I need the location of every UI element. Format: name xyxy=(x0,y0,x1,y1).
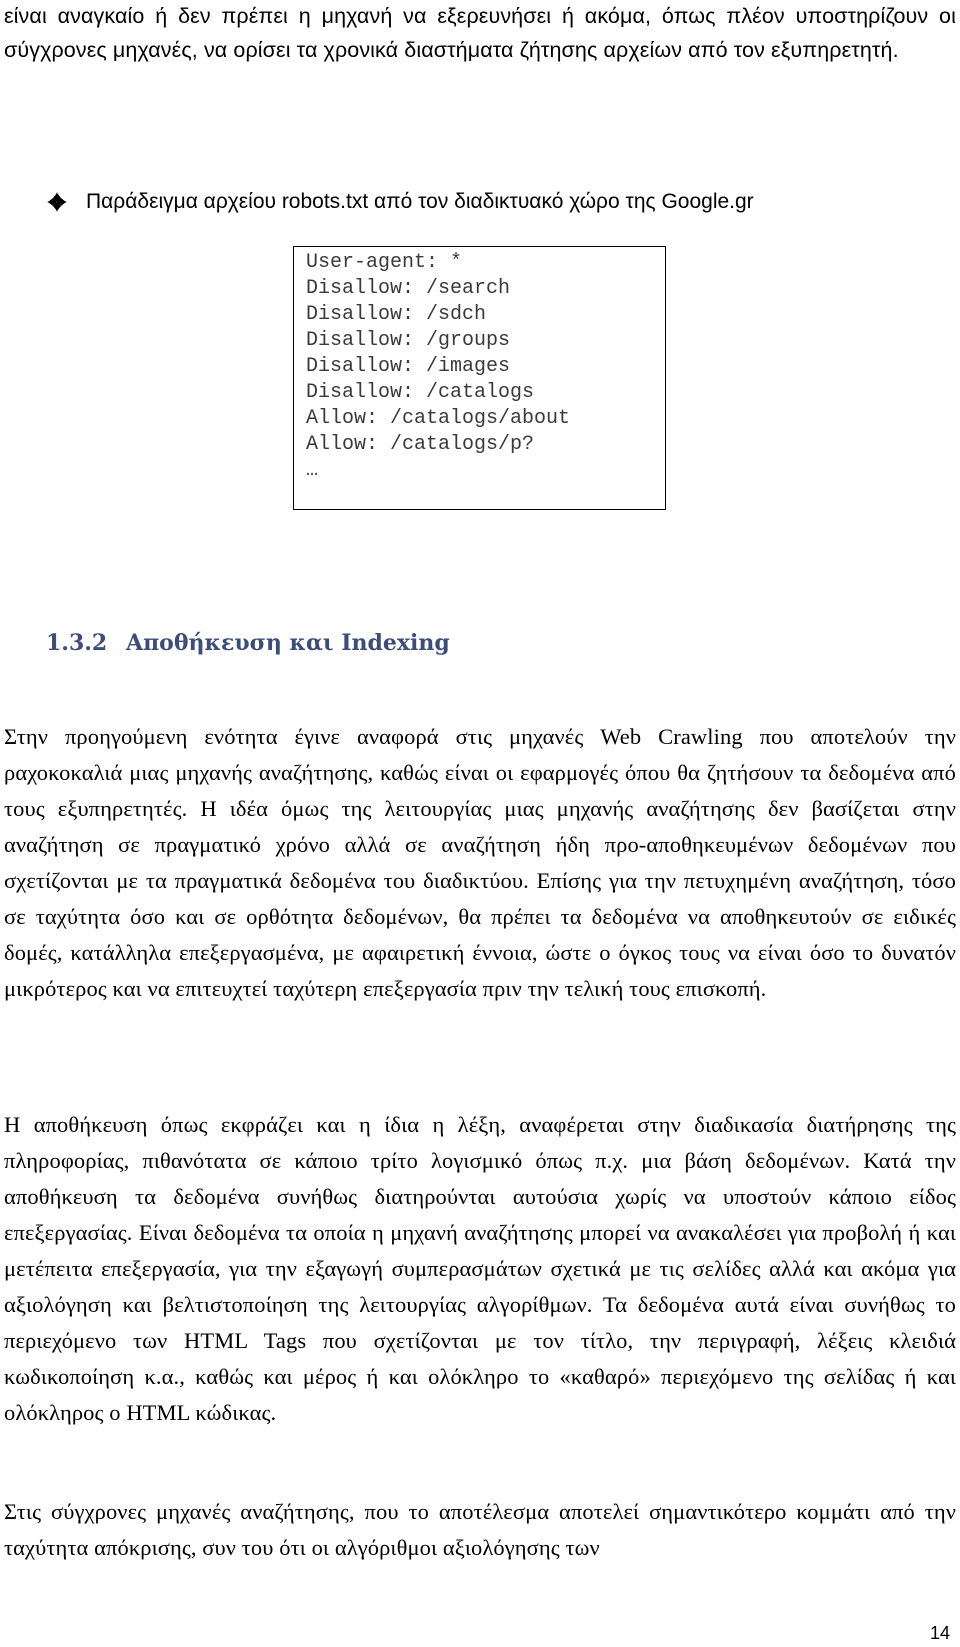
body-paragraph-2: Η αποθήκευση όπως εκφράζει και η ίδια η λέξη, αναφέρεται στην διαδικασία διατήρησης της πληροφορίας, πιθανότατα σε κάποιο τρίτο λογισμικό όπως π.χ. μια βάση δεδομένων. Κατά την αποθήκευση τα δεδομένα συνήθως διατηρούνται αυτούσια χωρίς να υποστούν κάποιο είδος επεξεργασίας. Είναι δεδομένα τα οποία η μηχανή αναζήτησης μπορεί να ανακαλέσει για προβολή ή και μετέπειτα επεξεργασία, για την εξαγωγή συμπερασμάτων σχετικά με τις σελίδες αλλά και ακόμα για αξιολόγηση και βελτιστοποίηση της λειτουργίας αλγορίθμων. Τα δεδομένα αυτά είναι συνήθως το περιεχόμενο των HTML Tags που σχετίζονται με τον τίτλο, την περιγραφή, λέξεις κλειδιά κωδικοποίηση κ.α., καθώς και μέρος ή και ολόκληρο το «καθαρό» περιεχόμενο της σελίδας ή και ολόκληρος ο HTML κώδικας. xyxy=(4,1112,956,1425)
code-line: … xyxy=(306,459,319,482)
section-number: 1.3.2 xyxy=(46,630,108,656)
example-bullet xyxy=(46,187,754,217)
code-line: Disallow: /images xyxy=(306,355,511,378)
bullet-text: Παράδειγμα αρχείου robots.txt από τον διαδικτυακό χώρο της Google.gr xyxy=(86,190,754,213)
code-line: Disallow: /catalogs xyxy=(306,381,535,404)
code-line: Disallow: /sdch xyxy=(306,303,487,326)
body-paragraph-1: Στην προηγούμενη ενότητα έγινε αναφορά στις μηχανές Web Crawling που αποτελούν την ραχοκοκαλιά μιας μηχανής αναζήτησης, καθώς είναι οι εφαρμογές όπου θα ζητήσουν τα δεδομένα από τους εξυπηρετητές. Η ιδέα όμως της λειτουργίας μιας μηχανής αναζήτησης δεν βασίζεται στην αναζήτηση σε πραγματικό χρόνο αλλά σε αναζήτηση ήδη προ-αποθηκευμένων δεδομένων που σχετίζονται με τα πραγματικά δεδομένα του διαδικτύου. Επίσης για την πετυχημένη αναζήτηση, τόσο σε ταχύτητα όσο και σε ορθότητα δεδομένων, θα πρέπει τα δεδομένα να αποθηκευτούν σε ειδικές δομές, κατάλληλα επεξεργασμένα, με αφαιρετική έννοια, ώστε ο όγκος τους να είναι όσο το δυνατόν μικρότερος και να επιτευχτεί ταχύτερη επεξεργασία πριν την τελική τους επισκοπή. xyxy=(4,724,956,1001)
section-heading xyxy=(46,628,450,658)
section-title: Αποθήκευση και Indexing xyxy=(126,630,450,656)
code-line: User-agent: * xyxy=(306,251,463,274)
code-line: Disallow: /groups xyxy=(306,329,511,352)
code-line: Allow: /catalogs/about xyxy=(306,407,571,430)
page-number: 14 xyxy=(929,1623,950,1643)
intro-paragraph: είναι αναγκαίο ή δεν πρέπει η μηχανή να εξερευνήσει ή ακόμα, όπως πλέον υποστηρίζουν οι σύγχρονες μηχανές, να ορίσει τα χρονικά διαστήματα ζήτησης αρχείων από τον εξυπηρετητή. xyxy=(4,4,956,62)
body-paragraph-3: Στις σύγχρονες μηχανές αναζήτησης, που το αποτέλεσμα αποτελεί σημαντικότερο κομμάτι από την ταχύτητα απόκρισης, συν του ότι οι αλγόριθμοι αξιολόγησης των xyxy=(4,1499,956,1560)
code-line: Allow: /catalogs/p? xyxy=(306,433,535,456)
robots-txt-code-box xyxy=(293,246,666,510)
code-line: Disallow: /search xyxy=(306,277,511,300)
four-diamond-bullet-icon xyxy=(46,191,68,213)
